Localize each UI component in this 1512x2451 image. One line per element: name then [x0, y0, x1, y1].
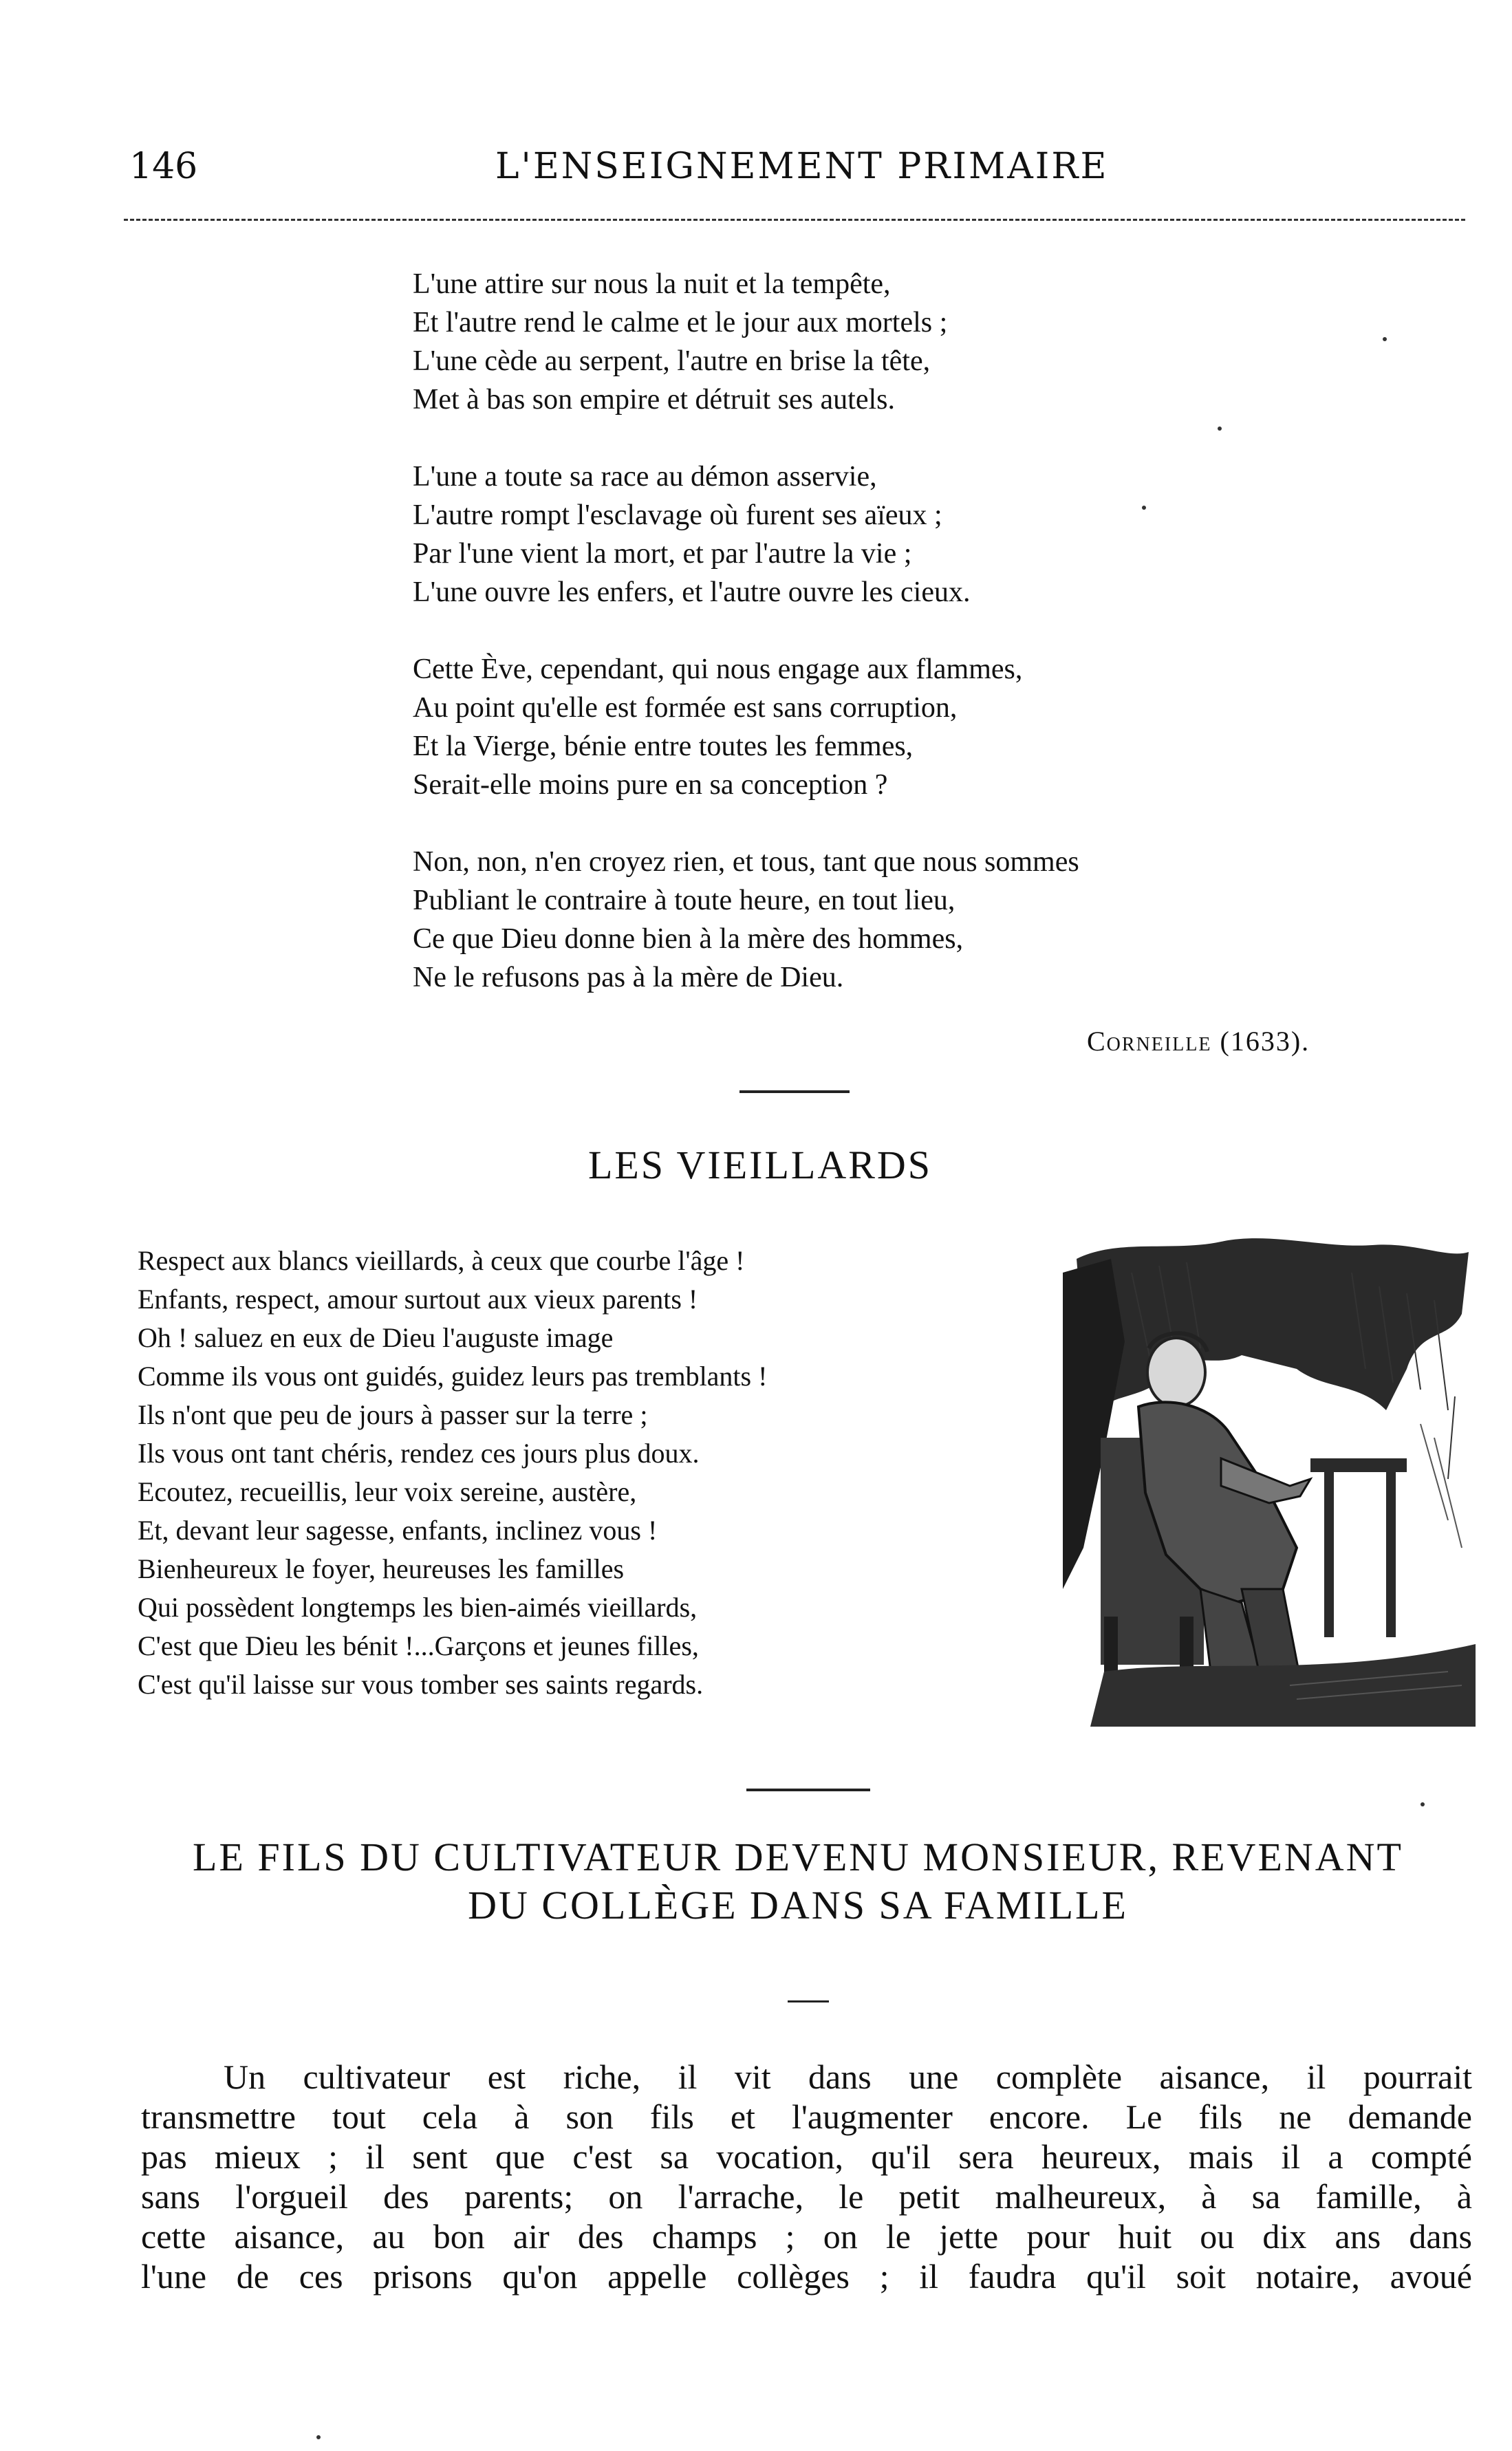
verse-line: Enfants, respect, amour surtout aux vieux parents ! [138, 1284, 698, 1315]
verse-line: Et la Vierge, bénie entre toutes les femmes, [413, 731, 914, 762]
page-header [124, 146, 1403, 194]
stanza [413, 265, 1079, 419]
verse-line: C'est que Dieu les bénit !...Garçons et jeunes filles, [138, 1630, 699, 1661]
prose-line: transmettre tout cela à son fils et l'augmenter encore. Le fils ne demande [141, 2097, 1472, 2136]
verse-line: L'une cède au serpent, l'autre en brise la tête, [413, 345, 931, 377]
verse-line: Bienheureux le foyer, heureuses les familles [138, 1553, 625, 1584]
verse-line: Non, non, n'en croyez rien, et tous, tant que nous sommes [413, 846, 1079, 878]
section-title-fils-cultivateur [103, 1833, 1493, 1930]
running-title: L'ENSEIGNEMENT PRIMAIRE [495, 146, 1109, 187]
old-man-engraving [1063, 1231, 1476, 1727]
title-line: DU COLLÈGE DANS SA FAMILLE [468, 1883, 1128, 1928]
verse-line: L'une attire sur nous la nuit et la tempête, [413, 268, 891, 300]
verse-line: Respect aux blancs vieillards, à ceux que courbe l'âge ! [138, 1245, 745, 1276]
verse-line: Ne le refusons pas à la mère de Dieu. [413, 962, 844, 993]
verse-line: Oh ! saluez en eux de Dieu l'auguste image [138, 1322, 614, 1353]
ink-speck [1383, 337, 1387, 341]
ink-speck [1218, 427, 1222, 431]
verse-line: L'autre rompt l'esclavage où furent ses aïeux ; [413, 499, 942, 531]
verse-line: Qui possèdent longtemps les bien-aimés vieillards, [138, 1592, 698, 1623]
verse-line: Comme ils vous ont guidés, guidez leurs pas tremblants ! [138, 1361, 768, 1392]
title-divider [788, 2000, 829, 2002]
section-divider [746, 1789, 870, 1791]
prose-line: sans l'orgueil des parents; on l'arrache, le petit malheureux, à sa famille, à [141, 2177, 1472, 2216]
prose-line: pas mieux ; il sent que c'est sa vocation, qu'il sera heureux, mais il a compté [141, 2137, 1472, 2176]
verse-line: Ce que Dieu donne bien à la mère des hommes, [413, 923, 964, 955]
verse-line: Ils vous ont tant chéris, rendez ces jours plus doux. [138, 1438, 700, 1469]
verse-line: C'est qu'il laisse sur vous tomber ses saints regards. [138, 1669, 704, 1700]
stanza [413, 650, 1079, 804]
prose-line: l'une de ces prisons qu'on appelle collèges ; il faudra qu'il soit notaire, avoué [141, 2257, 1472, 2296]
section-divider [739, 1090, 850, 1093]
verse-line: Et, devant leur sagesse, enfants, inclinez vous ! [138, 1515, 658, 1546]
page-number: 146 [129, 146, 198, 187]
verse-line: Par l'une vient la mort, et par l'autre la vie ; [413, 538, 912, 570]
prose-line: Un cultivateur est riche, il vit dans une complète aisance, il pourrait [224, 2058, 1472, 2096]
ink-speck [1421, 1802, 1425, 1806]
verse-line: Met à bas son empire et détruit ses autels. [413, 384, 895, 415]
stanza [413, 457, 1079, 612]
verse-line: Et l'autre rend le calme et le jour aux mortels ; [413, 307, 948, 338]
verse-line: Ils n'ont que peu de jours à passer sur la terre ; [138, 1399, 648, 1430]
prose-paragraph [141, 2057, 1472, 2296]
poem-marian [413, 265, 1079, 1035]
poem-vieillards [138, 1242, 767, 1704]
verse-line: Cette Ève, cependant, qui nous engage aux flammes, [413, 654, 1023, 685]
prose-line: cette aisance, au bon air des champs ; on le jette pour huit ou dix ans dans [141, 2217, 1472, 2256]
verse-line: L'une ouvre les enfers, et l'autre ouvre les cieux. [413, 576, 971, 608]
header-rule [124, 219, 1465, 221]
stanza [413, 843, 1079, 997]
title-line: LE FILS DU CULTIVATEUR DEVENU MONSIEUR, REVENANT [193, 1835, 1403, 1879]
verse-line: Serait-elle moins pure en sa conception ? [413, 769, 888, 801]
verse-line: Ecoutez, recueillis, leur voix sereine, austère, [138, 1476, 637, 1507]
verse-line: L'une a toute sa race au démon asservie, [413, 461, 877, 493]
section-title-vieillards: LES VIEILLARDS [587, 1143, 933, 1187]
poem-attribution: Corneille (1633). [1087, 1026, 1310, 1057]
ink-speck [1142, 506, 1146, 510]
verse-line: Au point qu'elle est formée est sans corruption, [413, 692, 958, 724]
ink-speck [316, 2435, 321, 2439]
verse-line: Publiant le contraire à toute heure, en tout lieu, [413, 885, 955, 916]
